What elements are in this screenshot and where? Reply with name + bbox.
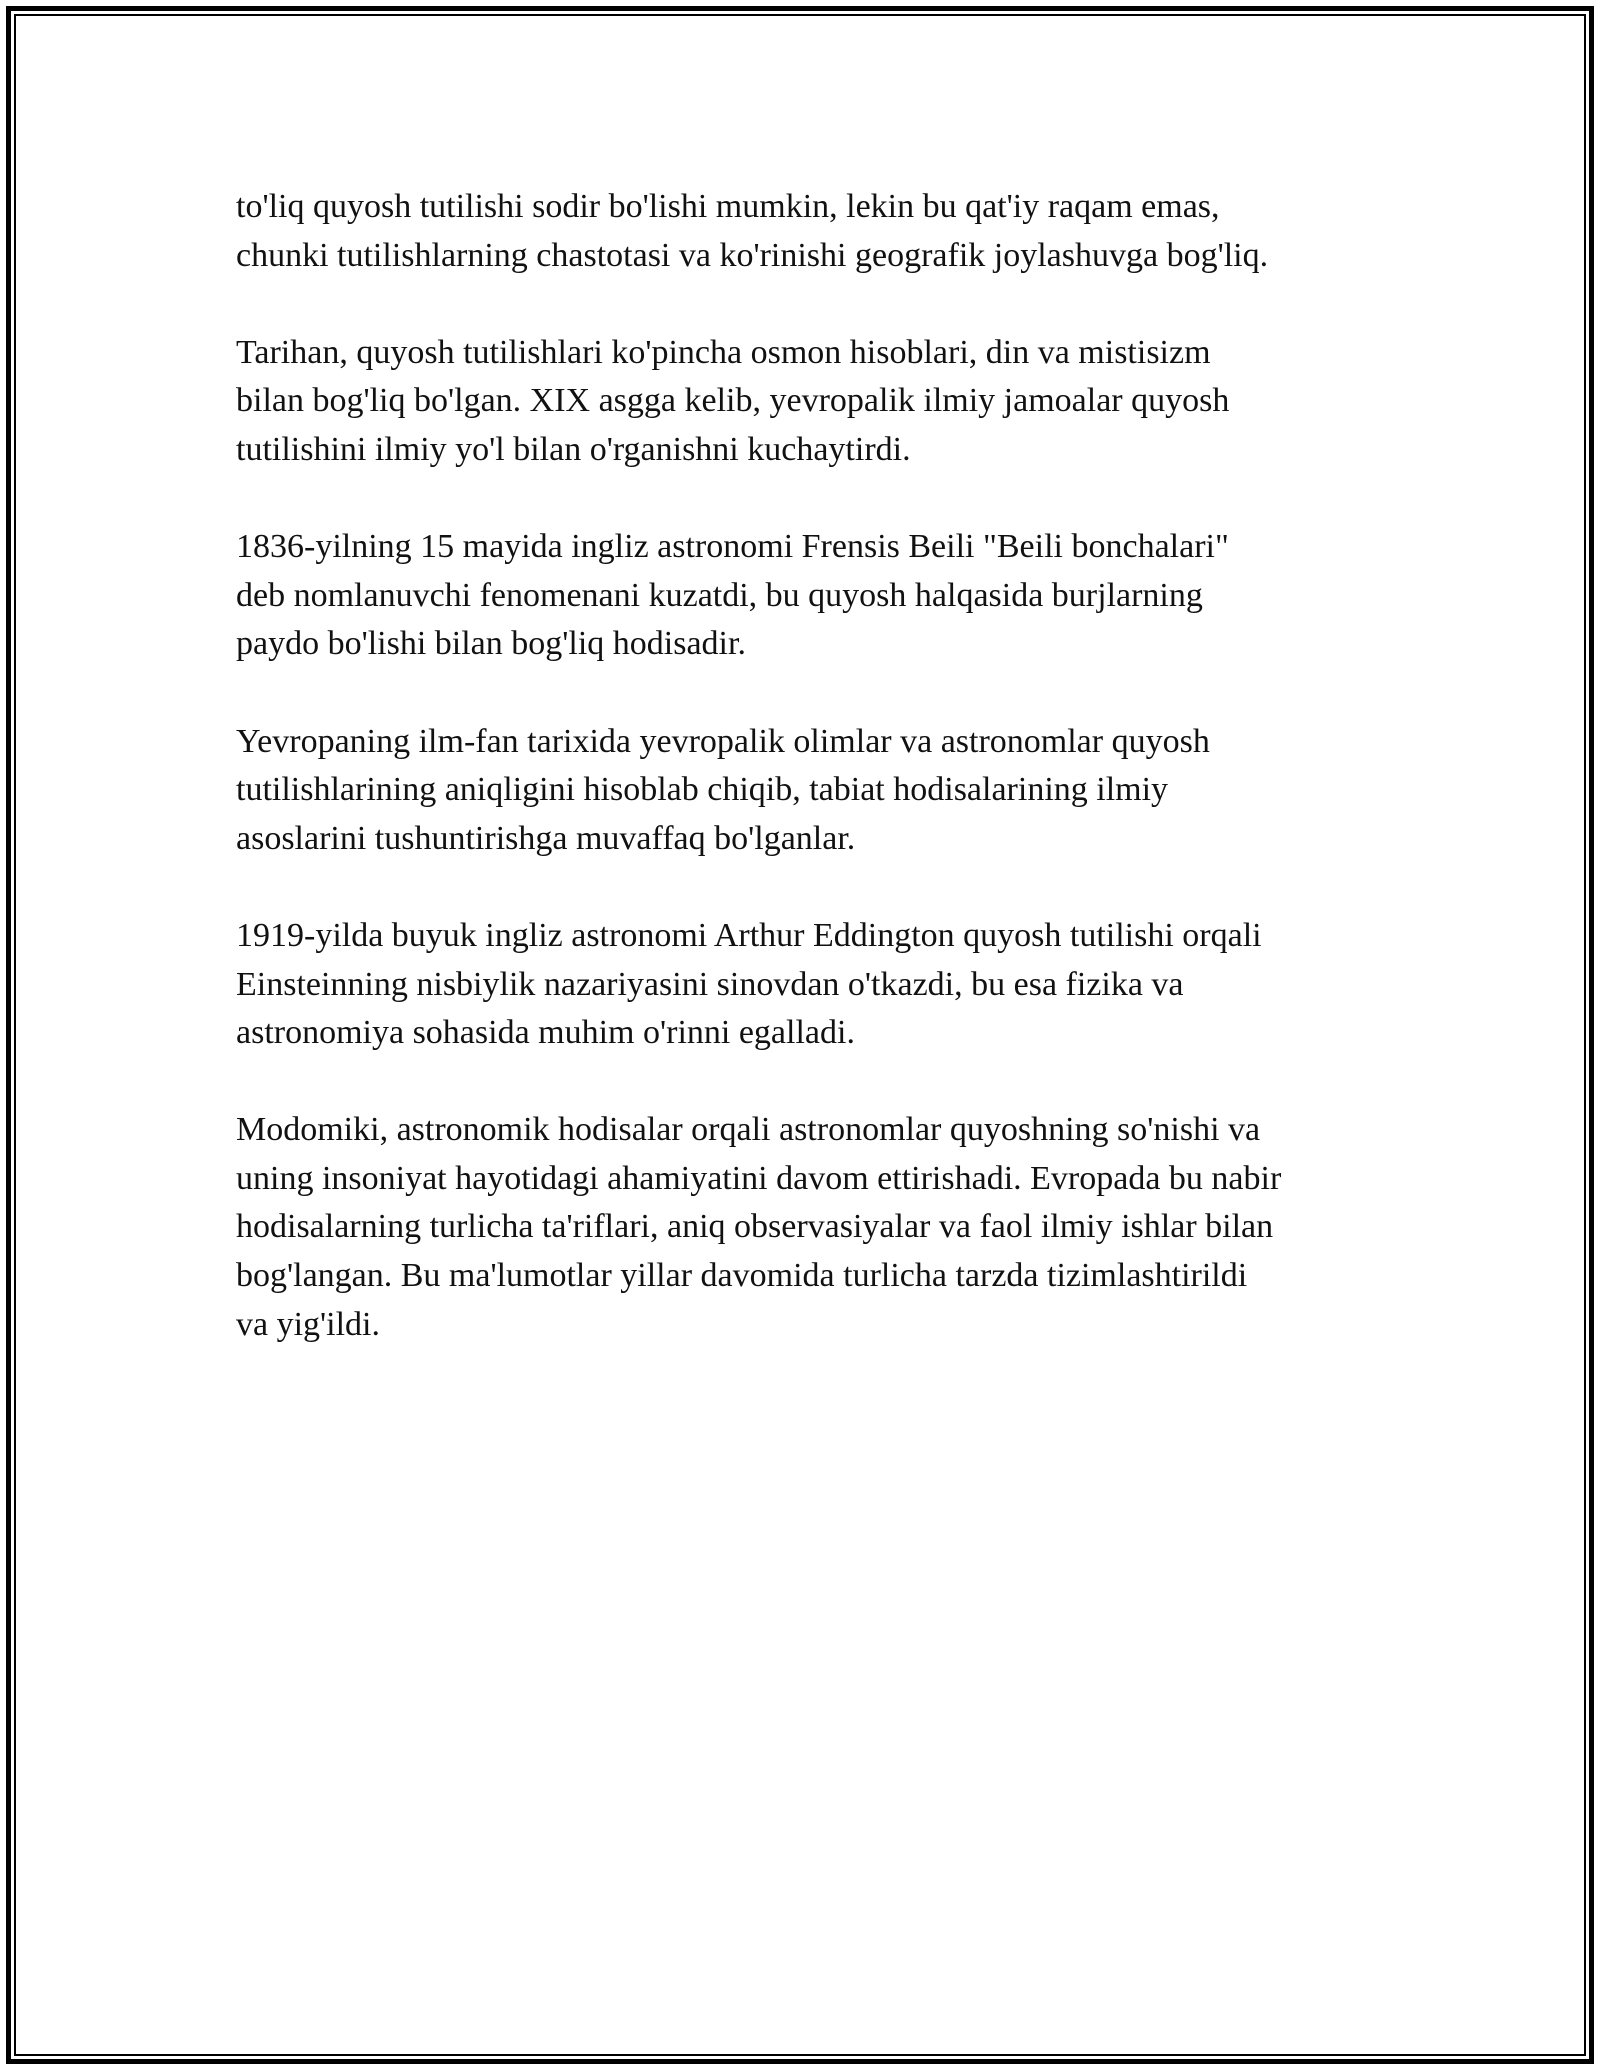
paragraph-1 <box>236 183 1386 280</box>
text-line: deb nomlanuvchi fenomenani kuzatdi, bu quyosh halqasida burjlarning <box>236 576 1203 614</box>
text-line: 1836-yilning 15 mayida ingliz astronomi Frensis Beili "Beili bonchalari" <box>236 528 1229 566</box>
text-line: chunki tutilishlarning chastotasi va ko'rinishi geografik joylashuvga bog'liq. <box>236 236 1269 274</box>
text-line: va yig'ildi. <box>236 1305 381 1343</box>
paragraph-3 <box>236 523 1386 669</box>
text-line: paydo bo'lishi bilan bog'liq hodisadir. <box>236 625 746 663</box>
text-line: Tarihan, quyosh tutilishlari ko'pincha osmon hisoblari, din va mistisizm <box>236 333 1211 371</box>
paragraph-5 <box>236 912 1386 1058</box>
paragraph-2 <box>236 329 1386 475</box>
text-line: asoslarini tushuntirishga muvaffaq bo'lganlar. <box>236 819 856 857</box>
text-line: uning insoniyat hayotidagi ahamiyatini davom ettirishadi. Evropada bu nabir <box>236 1159 1282 1197</box>
text-line: to'liq quyosh tutilishi sodir bo'lishi mumkin, lekin bu qat'iy raqam emas, <box>236 188 1220 225</box>
text-line: tutilishlarining aniqligini hisoblab chiqib, tabiat hodisalarining ilmiy <box>236 771 1169 809</box>
text-line: Einsteinning nisbiylik nazariyasini sinovdan o'tkazdi, bu esa fizika va <box>236 965 1184 1003</box>
text-line: astronomiya sohasida muhim o'rinni egalladi. <box>236 1014 855 1052</box>
text-line: hodisalarning turlicha ta'riflari, aniq observasiyalar va faol ilmiy ishlar bilan <box>236 1208 1274 1246</box>
text-line: bilan bog'liq bo'lgan. XIX asgga kelib, yevropalik ilmiy jamoalar quyosh <box>236 382 1230 420</box>
text-line: Yevropaning ilm-fan tarixida yevropalik olimlar va astronomlar quyosh <box>236 722 1210 760</box>
text-line: tutilishini ilmiy yo'l bilan o'rganishni kuchaytirdi. <box>236 430 911 468</box>
paragraph-4 <box>236 718 1386 864</box>
text-line: bog'langan. Bu ma'lumotlar yillar davomida turlicha tarzda tizimlashtirildi <box>236 1257 1248 1295</box>
text-line: 1919-yilda buyuk ingliz astronomi Arthur Eddington quyosh tutilishi orqali <box>236 916 1262 954</box>
text-line: Modomiki, astronomik hodisalar orqali astronomlar quyoshning so'nishi va <box>236 1111 1261 1149</box>
paragraph-6 <box>236 1106 1386 1349</box>
document-body <box>236 183 1386 1398</box>
